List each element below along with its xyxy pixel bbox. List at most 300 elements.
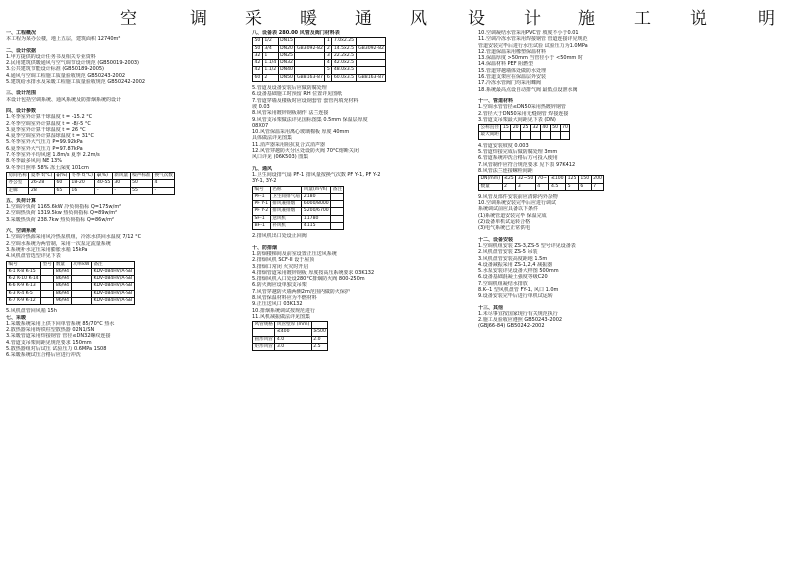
table-cell: 96/94 bbox=[55, 297, 70, 303]
table-cell: 噪声标准 bbox=[132, 172, 151, 178]
table-row bbox=[479, 125, 570, 132]
table-cell: 6 bbox=[578, 183, 591, 190]
spec-line: 5.管道焊接完成后做防腐处理 3mm bbox=[478, 149, 558, 156]
table-cell: ≤400 bbox=[275, 329, 311, 336]
table-row bbox=[7, 261, 135, 268]
spec-line: 10.风管保温采用离心玻璃棉板 厚度 40mm bbox=[252, 129, 350, 136]
table-cell bbox=[560, 132, 570, 139]
spec-line: (2)设备单机试运转合格 bbox=[478, 219, 531, 226]
spec-line: 12.风管穿越防火分区处设防火阀 70°C熔断关闭 bbox=[252, 148, 359, 155]
table-cell: 42 bbox=[254, 67, 261, 73]
spec-line: 10.空调凝结水管采用PVC管 坡度不小于0.01 bbox=[478, 30, 579, 36]
title-char: 空 bbox=[120, 9, 137, 29]
table-cell: GB8163-87 bbox=[296, 74, 323, 80]
table-cell: KDV-084HV/A-SB bbox=[93, 283, 133, 289]
spec-line: 7.管道穿墙及楼板时应设钢套管 套管内填充材料 bbox=[252, 97, 359, 104]
table-row bbox=[479, 183, 604, 190]
spec-table bbox=[252, 321, 328, 351]
table-cell: DN(mm) bbox=[480, 176, 501, 182]
table-cell: 新风量 bbox=[114, 172, 129, 178]
table-row bbox=[253, 45, 386, 52]
table-cell: 5 bbox=[326, 67, 330, 73]
table-cell bbox=[356, 67, 386, 74]
table-cell: 50 bbox=[254, 45, 261, 51]
table-cell: 6 bbox=[326, 74, 330, 80]
table-cell: 5200/6700 bbox=[303, 208, 329, 214]
spec-line: 11.风机减振做法详见图集 bbox=[252, 313, 310, 320]
spec-line: 8.风管法兰连接螺栓间距 bbox=[478, 167, 533, 174]
table-cell: 50 bbox=[130, 180, 152, 187]
table-cell bbox=[295, 60, 325, 67]
table-cell: KDV-084HV/A-SB bbox=[93, 268, 133, 274]
spec-line: 18.系统最高点设自动排气阀 最低点设泄水阀 bbox=[478, 86, 578, 93]
section-heading: 九、通风 bbox=[252, 165, 273, 172]
table-cell: - bbox=[95, 187, 112, 194]
table-cell: 16 bbox=[69, 187, 95, 194]
column-middle bbox=[252, 30, 474, 354]
table-cell bbox=[331, 201, 344, 208]
title-char: 风 bbox=[410, 9, 427, 29]
table-cell bbox=[71, 276, 91, 283]
section-heading: 七、采暖 bbox=[6, 314, 27, 321]
table-cell bbox=[540, 132, 550, 139]
table-cell: 18-20 bbox=[69, 180, 95, 187]
spec-line: 5.水泵安装详见设备大样图 500mm bbox=[478, 268, 559, 275]
table-cell bbox=[41, 276, 54, 283]
table-cell: 2 bbox=[502, 183, 516, 190]
spec-line: 13.保温厚度 >50mm 当管径小于 <50mm 时 bbox=[478, 55, 583, 62]
spec-line: 本工程为某办公楼，地上五层，建筑面积 12740m² bbox=[6, 36, 121, 43]
spec-line: 具体做法详见图集 bbox=[252, 135, 293, 142]
table-cell: 55 bbox=[130, 187, 152, 194]
table-cell: 60.0x3.5 bbox=[333, 74, 355, 80]
section-heading: 八、设备表 280.00 风管及阀门材料表 bbox=[252, 30, 340, 36]
table-cell: 2180 bbox=[302, 193, 331, 200]
spec-line: 3.夏季室外计算干球温度 t = 26 °C bbox=[6, 126, 86, 133]
table-row bbox=[253, 336, 328, 343]
spec-line: 4.排烟管道采用镀锌钢板 厚度按高压系统要求 03K132 bbox=[252, 269, 375, 276]
table-cell: 1 bbox=[326, 38, 330, 44]
spec-line: 1.空调冷负荷 1165.6kW 冷负荷指标 Q=175w/m² bbox=[6, 204, 122, 211]
table-row bbox=[7, 172, 175, 179]
table-cell: φ(%) bbox=[95, 172, 112, 179]
table-cell: 70~ bbox=[537, 176, 547, 182]
table-cell: 冬季 t(°C) bbox=[71, 172, 93, 178]
table-cell: K-7 K-9 K-12 bbox=[7, 297, 41, 304]
spec-line: 3.管道支吊架最大间距见下表 (DN) bbox=[478, 116, 556, 123]
table-cell: 30 bbox=[112, 180, 130, 187]
spec-line: 7.风管穿越防火墙两侧2m范围内做防火保护 bbox=[252, 288, 350, 295]
table-cell bbox=[356, 38, 386, 45]
table-cell: 风管壁厚 (mm) bbox=[276, 322, 310, 328]
table-row bbox=[253, 223, 344, 230]
table-cell bbox=[41, 290, 54, 297]
spec-line: 4.管道安装坡度 0.003 bbox=[478, 142, 529, 149]
table-cell: 5 bbox=[566, 183, 579, 190]
spec-line: 5.建筑给水排水及采暖工程施工质量验收规范 GB50242-2002 bbox=[6, 79, 146, 86]
table-cell: 2.0 bbox=[311, 336, 328, 343]
table-cell: 60 bbox=[54, 180, 69, 187]
table-cell: 40 bbox=[542, 125, 549, 131]
table-cell: 公称直径 bbox=[480, 125, 499, 131]
table-cell: 4 bbox=[535, 183, 549, 190]
spec-line: 4.通风与空调工程施工质量验收规范 GB50243-2002 bbox=[6, 72, 126, 79]
table-cell: SF-1 bbox=[253, 215, 271, 222]
table-cell: 2 bbox=[262, 74, 278, 81]
table-cell: 50 bbox=[254, 38, 261, 44]
table-cell: 3.0 bbox=[275, 344, 311, 351]
spec-line: 6.设备基础施工时预留 RH 位置详见图纸 bbox=[252, 91, 343, 98]
table-cell: 1.1/2 bbox=[264, 67, 277, 73]
table-cell: 4 bbox=[326, 60, 330, 66]
table-cell: 3 bbox=[516, 183, 536, 190]
spec-line: 管道安装完毕后进行水压试验 试验压力为1.0MPa bbox=[478, 42, 588, 49]
table-cell: GB3092-82 bbox=[358, 45, 384, 51]
table-cell: PF Y-2 bbox=[254, 208, 269, 214]
table-row bbox=[7, 180, 175, 187]
table-cell: 2.5 bbox=[311, 344, 328, 351]
table-cell: DN40 bbox=[280, 67, 293, 73]
table-cell bbox=[521, 132, 531, 139]
table-cell: 14.5x2.5 bbox=[333, 45, 355, 51]
table-row bbox=[253, 322, 328, 329]
table-cell: ≤100 bbox=[550, 176, 564, 182]
spec-line: 11.消声器采用阻抗复合式消声器 bbox=[252, 141, 325, 148]
spec-line: 3.排烟口常闭 火灾时开启 bbox=[252, 263, 309, 270]
spec-line: 5.冬季室外大气压力 P=99.92kPa bbox=[6, 139, 83, 146]
table-cell: 86/94 bbox=[55, 276, 70, 282]
table-cell: KDV-084HV/A-SB bbox=[93, 297, 133, 303]
table-cell: 40-55 bbox=[96, 180, 111, 186]
table-cell: 125 bbox=[567, 176, 577, 182]
sheet-title bbox=[0, 4, 800, 29]
spec-line: 2.散热器采用铸铁柱型散热器 02N1/SN bbox=[6, 327, 95, 334]
table-cell: 房间名称 bbox=[8, 172, 27, 178]
section-heading: 十三、其他 bbox=[478, 304, 504, 311]
section-heading: 四、设计参数 bbox=[6, 107, 37, 114]
section-heading: 六、空调系统 bbox=[6, 228, 37, 235]
table-row bbox=[7, 276, 135, 283]
table-cell bbox=[71, 268, 91, 275]
table-cell: 数量 bbox=[54, 261, 71, 268]
spec-line: 系统调试前应具备以下条件 bbox=[478, 206, 539, 213]
table-cell: PF-1 bbox=[253, 193, 271, 200]
table-cell: 2 bbox=[326, 45, 330, 51]
spec-line: 9.冬季日照率 58% 冻土深度 101cm bbox=[6, 164, 89, 171]
table-cell bbox=[71, 283, 91, 290]
column-left bbox=[6, 30, 244, 359]
title-char: 采 bbox=[245, 9, 262, 29]
spec-line: 7.风管制作应符合规范要求 见下表 97K412 bbox=[478, 161, 576, 168]
spec-line: 4.风机盘管选型详见下表 bbox=[6, 253, 61, 260]
spec-line: 4.管道支吊架间距见规范要求 150mm bbox=[6, 339, 92, 346]
table-cell: 排风兼排烟 bbox=[270, 201, 302, 208]
table-cell: BF-1 bbox=[253, 223, 271, 230]
spec-line: 9.设备安装完毕后进行单机试运转 bbox=[478, 293, 553, 300]
table-cell bbox=[295, 67, 325, 74]
spec-line: 2.空调水系统为两管制，采用一次泵定流量系统 bbox=[6, 240, 111, 247]
table-cell: DN50 bbox=[280, 74, 293, 80]
table-cell: K-6 K-9 K-13 bbox=[7, 283, 41, 290]
spec-line: 1.采暖系统采用上供下回单管系统 85/70°C 热水 bbox=[6, 320, 115, 327]
table-cell: 50 bbox=[552, 125, 559, 131]
table-cell: DN20 bbox=[280, 45, 293, 51]
table-cell: 42.0x2.5 bbox=[333, 60, 355, 66]
spec-line: 1.卫生间设排气扇 PF-1 排风量按换气次数 PF Y-1, PF Y-2 bbox=[252, 171, 381, 178]
spec-line: 2.排烟风机 SCF-II 设于屋顶 bbox=[252, 257, 315, 264]
table-cell: 6000/8000 bbox=[303, 201, 329, 207]
spec-line: 3.系统补水定压采用膨胀水箱 15kPa bbox=[6, 246, 88, 253]
table-cell: 3 bbox=[326, 52, 330, 58]
table-cell: 86/94 bbox=[55, 268, 70, 274]
table-cell: 7.0x2.25 bbox=[333, 38, 355, 44]
table-cell: 补风机 bbox=[270, 223, 302, 230]
table-cell bbox=[550, 132, 560, 139]
table-cell: K-3 K-4 K-5 bbox=[7, 290, 41, 297]
spec-line: 10.空调系统安装完毕后应进行调试 bbox=[478, 200, 556, 207]
spec-line: 4.夏季空调室外计算湿球温度 t = 31°C bbox=[6, 133, 95, 140]
spec-table bbox=[252, 37, 386, 82]
table-row bbox=[253, 201, 344, 208]
spec-line: 2.管径大于DN50采用无缝钢管 焊接连接 bbox=[478, 110, 569, 117]
spec-line: 2.排风机出口处设止回阀 bbox=[252, 233, 307, 240]
table-cell: 3/4 bbox=[262, 45, 278, 52]
section-heading: 一、工程概况 bbox=[6, 30, 37, 36]
table-row bbox=[7, 268, 135, 275]
table-cell bbox=[356, 60, 386, 67]
table-cell: 1 bbox=[262, 52, 278, 59]
spec-line: 1.甲方提供的设计任务书及相关专业资料 bbox=[6, 53, 96, 60]
spec-line: 5.管道及设备安装后应做防腐处理 bbox=[252, 85, 327, 92]
spec-line: 1.空调机组安装 ZS-3,ZS-5 型号详见设备表 bbox=[478, 242, 576, 249]
table-cell: 20 bbox=[512, 125, 519, 131]
table-cell: GB3092-82 bbox=[296, 45, 323, 51]
spec-line: 2.冬季空调室外计算温度 t = -8/-5 °C bbox=[6, 120, 91, 127]
table-cell: 86/94 bbox=[55, 283, 70, 289]
table-cell: 60 bbox=[254, 74, 261, 80]
table-row bbox=[7, 187, 175, 194]
table-cell bbox=[530, 132, 540, 139]
table-cell: - bbox=[112, 187, 130, 194]
spec-line: 1.空调冷热源采用风冷热泵机组，冷冻水供回水温度 7/12 °C bbox=[6, 234, 142, 241]
table-cell: GB8163-87 bbox=[358, 74, 384, 80]
table-cell bbox=[331, 223, 344, 230]
title-char: 通 bbox=[355, 9, 372, 29]
spec-table bbox=[6, 261, 135, 306]
table-cell: 48.0x3.5 bbox=[333, 67, 355, 73]
section-heading: 十、防排烟 bbox=[252, 244, 278, 251]
spec-table bbox=[478, 175, 604, 191]
table-cell bbox=[295, 52, 325, 59]
table-cell: 65 bbox=[54, 187, 69, 194]
spec-line: 6.设备基础混凝土强度等级C20 bbox=[478, 274, 548, 281]
spec-table bbox=[252, 186, 344, 231]
spec-line: 16.管道支架应在保温层外安装 bbox=[478, 74, 546, 81]
spec-line: 风口详见 (06K503) 图集 bbox=[252, 154, 309, 161]
table-cell: 4.0 bbox=[275, 336, 311, 343]
table-cell: 编号 bbox=[7, 261, 41, 268]
table-cell bbox=[41, 268, 54, 275]
spec-line: 9.风管及部件安装前应清除内外杂物 bbox=[478, 193, 558, 200]
spec-line: (1)系统管道安装完毕 保温完成 bbox=[478, 212, 547, 219]
spec-line: (3)电气系统已正常供电 bbox=[478, 225, 531, 232]
spec-line: 5.风机盘管回风箱 15h bbox=[6, 308, 57, 315]
table-cell: 圆形风管 bbox=[254, 336, 273, 342]
table-cell: 32 bbox=[532, 125, 539, 131]
table-row bbox=[7, 290, 135, 297]
table-cell: 备注 bbox=[332, 186, 342, 192]
table-cell: 夏季 t(°C) bbox=[30, 172, 53, 178]
title-char: 明 bbox=[758, 9, 775, 29]
table-cell: K-2 K-10 K-14 bbox=[8, 276, 39, 282]
table-row bbox=[253, 215, 344, 222]
table-row bbox=[253, 186, 344, 193]
spec-line: 坡 0.03 bbox=[252, 103, 270, 110]
spec-line: 3.风机盘管安装高度距地 1.5m bbox=[478, 255, 548, 262]
table-row bbox=[253, 60, 386, 67]
table-cell: DN25 bbox=[280, 52, 293, 58]
spec-line: 本设计包括空调系统、通风系统及防排烟系统的设计 bbox=[6, 96, 122, 103]
title-char: 设 bbox=[468, 9, 485, 29]
spec-line: 8.风管保温材料应为不燃材料 bbox=[252, 294, 317, 301]
spec-line: 17.冷冻水管阀门均采用蝶阀 bbox=[478, 80, 541, 87]
title-char: 计 bbox=[524, 9, 541, 29]
table-cell bbox=[295, 38, 325, 45]
table-cell: φ(%) bbox=[56, 172, 68, 178]
table-cell: 7 bbox=[591, 183, 604, 190]
table-cell bbox=[511, 132, 521, 139]
spec-line: 6.采暖系统试压合格后应进行冲洗 bbox=[6, 352, 81, 359]
table-cell bbox=[331, 208, 344, 215]
table-cell: 150 bbox=[580, 176, 590, 182]
table-cell: - bbox=[153, 187, 175, 194]
spec-table bbox=[6, 172, 175, 195]
table-row bbox=[479, 132, 570, 139]
table-cell: 26-28 bbox=[29, 180, 55, 187]
section-heading: 十一、管道材料 bbox=[478, 97, 514, 104]
table-cell: 4115 bbox=[302, 223, 331, 230]
spec-line: 6.防火阀应设单独支吊架 bbox=[252, 282, 307, 289]
spec-line: 8.风管采用镀锌钢板制作 法兰连接 bbox=[252, 110, 329, 117]
spec-line: 7.空调机组凝结水排放 bbox=[478, 280, 528, 287]
spec-line: 12.管道保温采用橡塑保温材料 bbox=[478, 48, 546, 55]
table-cell bbox=[41, 297, 54, 304]
spec-line: 9.正压送风口 03K132 bbox=[252, 301, 303, 308]
section-heading: 五、负荷计算 bbox=[6, 197, 37, 204]
section-heading: 二、设计依据 bbox=[6, 47, 37, 54]
table-cell: 编号 bbox=[253, 186, 271, 193]
spec-line: 3.采暖管道采用焊接钢管 管径≤DN32螺纹连接 bbox=[6, 333, 111, 340]
spec-line: 8.K--1 型风机盘管 FY-1, 风口 1.0m bbox=[478, 286, 559, 293]
table-row bbox=[253, 329, 328, 336]
column-right bbox=[478, 30, 796, 330]
table-row bbox=[253, 38, 386, 45]
table-cell: 卫生间排气扇 bbox=[272, 193, 300, 199]
table-cell: 86/94 bbox=[55, 290, 70, 296]
table-cell: 风管规格 bbox=[254, 322, 273, 328]
table-cell: 28 bbox=[29, 187, 55, 194]
spec-line: 2.民用建筑供暖通风与空气调节设计规范 (GB50019-2003) bbox=[6, 60, 140, 67]
table-cell: K-1 K-8 K-15 bbox=[7, 268, 41, 275]
spec-line: 15.管道穿越墙体处做防水处理 bbox=[478, 67, 546, 74]
table-cell: 型号 bbox=[42, 261, 52, 267]
table-cell: 1/2 bbox=[262, 38, 278, 45]
table-cell: 200 bbox=[593, 176, 602, 182]
table-cell: 功率kW bbox=[73, 261, 90, 267]
table-cell: ≥500 bbox=[313, 329, 326, 335]
table-cell: DN15 bbox=[280, 38, 293, 44]
spec-table bbox=[478, 124, 570, 140]
table-cell: KDV-084HV/A-SB bbox=[93, 276, 133, 282]
spec-line: 1.空调水管管径≤DN50采用热镀锌钢管 bbox=[478, 104, 566, 111]
spec-line: 10.排烟系统调试按规范进行 bbox=[252, 307, 315, 314]
table-row bbox=[7, 283, 135, 290]
table-cell: ≤25 bbox=[504, 176, 514, 182]
table-cell: 32~50 bbox=[517, 176, 534, 182]
table-cell bbox=[41, 283, 54, 290]
table-cell bbox=[71, 290, 91, 297]
table-cell: 数量 bbox=[479, 183, 503, 190]
table-row bbox=[479, 176, 604, 183]
table-cell: 送风机 bbox=[270, 215, 302, 222]
title-char: 施 bbox=[578, 9, 595, 29]
table-cell: 走廊 bbox=[7, 187, 29, 194]
table-row bbox=[253, 67, 386, 74]
table-cell bbox=[331, 193, 344, 200]
spec-line: 9.风管支吊架做法详见国标图集 0.5mm 保温层厚度 bbox=[252, 116, 368, 123]
section-heading: 十二、设备安装 bbox=[478, 236, 514, 243]
spec-line: (GBJ66-84) GB50242-2002 bbox=[478, 323, 545, 330]
title-char: 工 bbox=[634, 9, 651, 29]
spec-line: 1.防烟楼梯间及前室设置正压送风系统 bbox=[252, 250, 337, 257]
spec-line: 3Y-1, 3Y-2 bbox=[252, 178, 277, 185]
spec-line: 7.冬季室外平均风速 1.8m/s 夏季 2.2m/s bbox=[6, 152, 100, 159]
spec-line: 5.排烟风机入口处设280°C排烟防火阀 800-250m bbox=[252, 276, 365, 283]
table-cell: 名称 bbox=[270, 186, 302, 193]
table-cell bbox=[253, 329, 275, 336]
spec-line: 11.空调冷冻水管采用焊接钢管 管道连接详见规范 bbox=[478, 36, 588, 43]
spec-line: 2.风机盘管安装 ZS-5 吊装 bbox=[478, 249, 538, 256]
title-char: 调 bbox=[190, 9, 207, 29]
title-char: 暖 bbox=[300, 9, 317, 29]
table-cell: 15 bbox=[502, 125, 509, 131]
table-cell bbox=[331, 215, 344, 222]
spec-line: 2.施工及验收应遵照 GB50243-2002 bbox=[478, 317, 563, 324]
spec-line: 5.散热器组对后试压 试验压力 0.6MPa 1S08 bbox=[6, 346, 107, 353]
spec-line: 1.冬季室外计算干球温度 t = -15.2 °C bbox=[6, 114, 93, 121]
table-cell: 办公室 bbox=[7, 180, 29, 187]
table-cell: KDV-084HV/A-SB bbox=[93, 290, 133, 296]
table-cell: 备注 bbox=[91, 261, 134, 268]
spec-line: 1.未尽事宜按国家现行有关规范执行 bbox=[478, 310, 558, 317]
table-cell: 矩形风管 bbox=[254, 344, 273, 350]
spec-line: 3.公共建筑节能设计标准 (GB50189-2005) bbox=[6, 66, 105, 73]
spec-line: 6.夏季室外大气压力 P=97.87kPa bbox=[6, 145, 83, 152]
spec-line: 08X07 bbox=[252, 122, 269, 129]
spec-line: 14.保温材料 PEF 阻燃型 bbox=[478, 61, 534, 68]
table-row bbox=[253, 208, 344, 215]
table-cell bbox=[311, 322, 328, 329]
section-heading: 三、设计范围 bbox=[6, 90, 37, 97]
table-cell: 4.5 bbox=[549, 183, 566, 190]
spec-line: 2.空调热负荷 1319.5kw 热负荷指标 Q=89w/m² bbox=[6, 210, 118, 217]
spec-line: 8.冬季最多风向 NE 13% bbox=[6, 158, 62, 165]
title-char: 说 bbox=[690, 9, 707, 29]
spec-line: 4.设备减振采用 ZS-1,2,4 减振器 bbox=[478, 261, 553, 268]
table-cell: 70 bbox=[562, 125, 568, 131]
table-cell: 42 bbox=[254, 60, 261, 66]
table-cell: 最大间距 bbox=[480, 132, 499, 138]
